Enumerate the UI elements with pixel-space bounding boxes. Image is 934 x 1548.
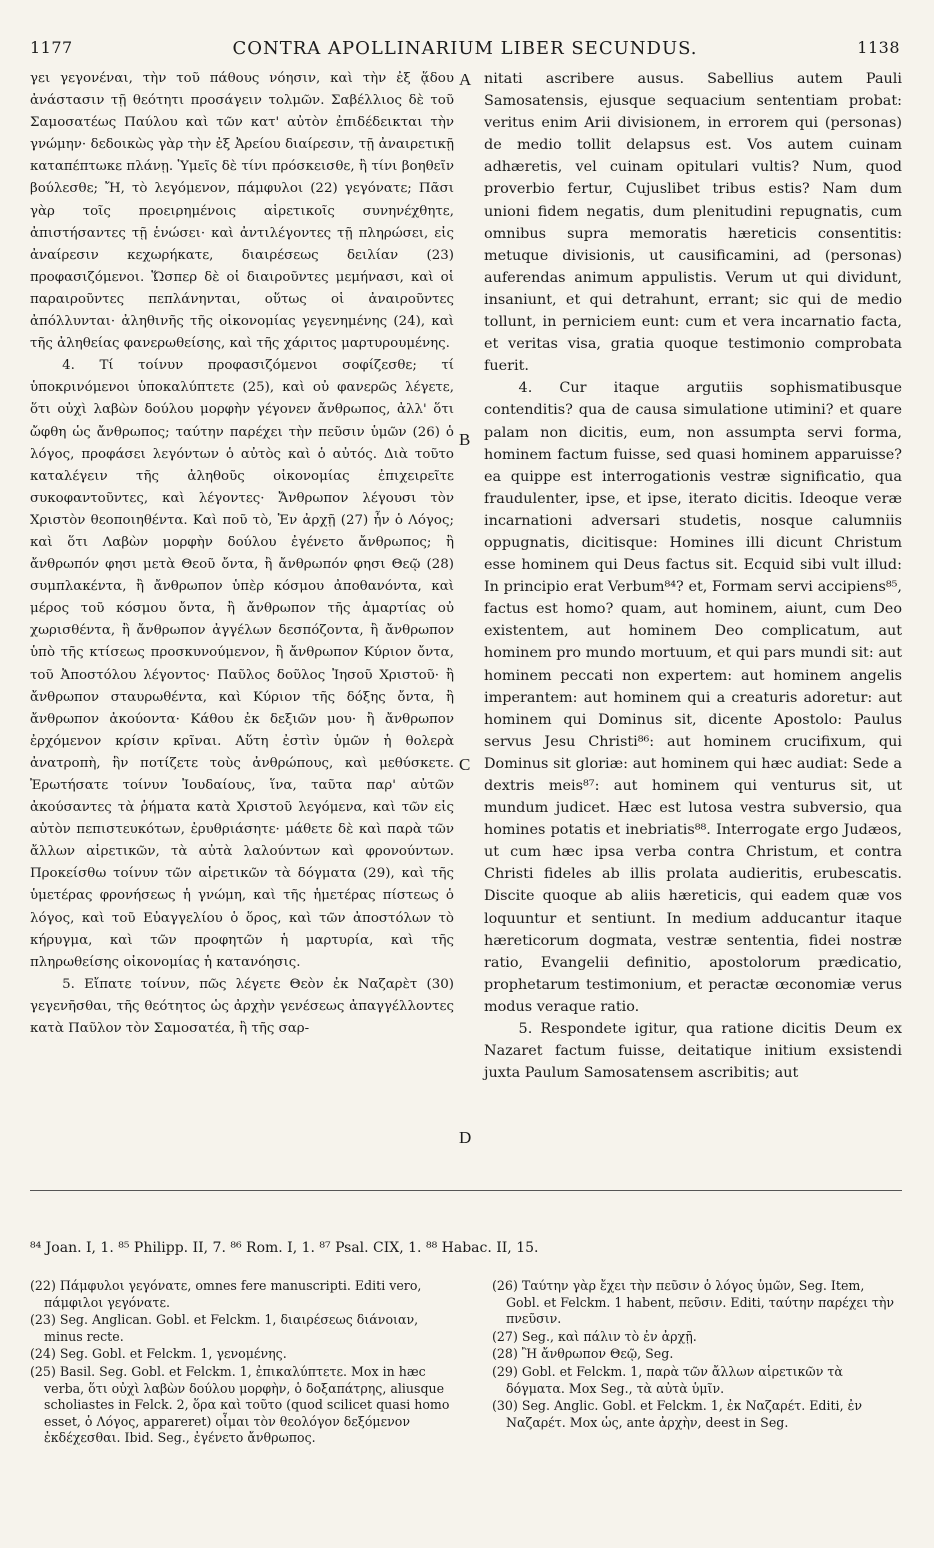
greek-column xyxy=(30,68,454,1040)
note-23: (23) Seg. Anglican. Gobl. et Felckm. 1, διαιρέσεως διάνοιαν, minus recte. xyxy=(30,1312,419,1344)
latin-paragraph-3 xyxy=(484,1018,902,1084)
greek-paragraph-2-text: Τί τοίνυν προφασιζόμενοι σοφίζεσθε; τί ὑποκρινόμενοι ὑποκαλύπτετε (25), καὶ οὐ φανερῶς λέγετε, ὅτι οὐχὶ λαβὼν δούλου μορφὴν γέγονεν ἄνθρωπος, ἀλλ' ὅτι ὤφθη ὡς ἄνθρωπος; ταύτην παρέχει τὴν πεῦσιν ὑμῶν (26) ὁ λόγος, προφάσει λεγόντων ὁ αὐτὸς καὶ ὁ αὐτός. Διὰ τοῦτο καταλέγειν τῆς ἀληθοῦς οἰκονομίας ἐπιχειρεῖτε συκοφαντοῦντες, καὶ λέγοντες· Ἄνθρωπον λέγουσι τὸν Χριστὸν θεοποιηθέντα. Καὶ ποῦ τὸ, Ἐν ἀρχῇ (27) ἦν ὁ Λόγος; καὶ ὅτι Λαβὼν μορφὴν δούλου ἐγένετο ἄνθρωπος; ἢ ἄνθρωπόν φησι μετὰ Θεοῦ ὄντα, ἢ ἄνθρωπόν φησι Θεῷ (28) συμπλακέντα, ἢ ἄνθρωπον ὑπὲρ κόσμου ἀποθανόντα, καὶ μέρος τοῦ κόσμου ὄντα, ἢ ἄνθρωπον τῆς ἁμαρτίας οὐ χωρισθέντα, ἢ ἄνθρωπον ἀγγέλων δεσπόζοντα, ἢ ἄνθρωπον ὑπὸ τῆς κτίσεως προσκυνούμενον, ἢ ἄνθρωπον Κύριον ὄντα, τοῦ Ἀποστόλου λέγοντος· Παῦλος δοῦλος Ἰησοῦ Χριστοῦ· ἢ ἄνθρωπον σταυρωθέντα, καὶ Κύριον τῆς δόξης ὄντα, ἢ ἄνθρωπον ἀκούοντα· Κάθου ἐκ δεξιῶν μου· ἢ ἄνθρωπον ἐρχόμενον κρίσιν κρῖναι. Αὕτη ἐστὶν ὑμῶν ἡ θολερὰ ἀνατροπὴ, ἣν ποτίζετε τοὺς ἀνθρώπους, καὶ μεθύσκετε. Ἐρωτήσατε τοίνυν Ἰουδαίους, ἵνα, ταῦτα παρ' αὐτῶν ἀκούσαντες τὰ ῥήματα κατὰ Χριστοῦ λεγόμενα, καὶ τῶν εἰς αὐτὸν πεπιστευκότων, ἐρυθριάσητε· μάθετε δὲ καὶ παρὰ τῶν ἄλλων αἱρετικῶν, τὰ αὐτὰ λαλούντων καὶ φρονούντων. Προκείσθω τοίνυν τῶν αἱρετικῶν τὰ δόγματα (29), καὶ τῆς ὑμετέρας φρονήσεως ἡ γνώμη, καὶ τῆς ἡμετέρας πίστεως ὁ λόγος, καὶ τοῦ Εὐαγγελίου ὁ ὅρος, καὶ τῶν ἀποστόλων τὸ κήρυγμα, καὶ τῶν προφητῶν ἡ μαρτυρία, καὶ τῆς πληρωθείσης οἰκονομίας ἡ κατανόησις. xyxy=(30,358,455,970)
running-header xyxy=(30,38,900,64)
section-marker-b: B xyxy=(459,430,471,449)
note-26: (26) Ταύτην γὰρ ἔχει τὴν πεῦσιν ὁ λόγος ὑμῶν, Seg. Item, Gobl. et Felckm. 1 habent, πεῦσιν. Editi, ταύτην παρέχει τὴν πνεῦσιν. xyxy=(492,1278,895,1327)
critical-notes-left xyxy=(30,1278,454,1448)
greek-paragraph-1: γει γεγονέναι, τὴν τοῦ πάθους νόησιν, καὶ τὴν ἐξ ᾅδου ἀνάστασιν τῇ θεότητι προσάγειν τολμῶν. Σαβέλλιος δὲ τοῦ Σαμοσατέως Παύλου καὶ τῶν κατ' αὐτὸν ἐπιδέδεικται τὴν γνώμην· δεδοικὼς γὰρ τὴν ἐξ Ἀρείου διαίρεσιν, τῇ ἀναιρετικῇ καταπέπτωκε πλάνῃ. Ὑμεῖς δὲ τίνι πρόσκεισθε, ἢ τίνι βοηθεῖν βούλεσθε; Ἤ, τὸ λεγόμενον, πάμφυλοι (22) γεγόνατε; Πᾶσι γὰρ τοῖς προειρημένοις αἱρετικοῖς συνηνέχθητε, ἀπιστήσαντες τῇ ἑνώσει· καὶ ἀντιλέγοντες τῇ πληρώσει, εἰς ἀναίρεσιν κεχωρήκατε, διαιρέσεως δειλίαν (23) προφασιζόμενοι. Ὥσπερ δὲ οἱ διαιροῦντες μεμήνασι, καὶ οἱ παραιροῦντες πεπλάνηνται, οὕτως οἱ ἀναιροῦντες ἀπόλλυνται· ἀληθινῆς τῆς οἰκονομίας γεγενημένης (24), καὶ τῆς ἀληθείας φανερωθείσης, καὶ τῆς χάριτος μαρτυρουμένης. xyxy=(30,71,454,352)
greek-section-number-4: 4. xyxy=(62,358,75,374)
greek-paragraph-3-text: Εἴπατε τοίνυν, πῶς λέγετε Θεὸν ἐκ Ναζαρὲτ (30) γεγενῆσθαι, τῆς θεότητος ὡς ἀρχὴν γενέσεως ἀπαγγέλλοντες κατὰ Παῦλον τὸν Σαμοσατέα, ἢ τῆς σαρ- xyxy=(30,976,454,1037)
latin-section-number-4: 4. xyxy=(518,380,533,397)
note-29: (29) Gobl. et Felckm. 1, παρὰ τῶν ἄλλων αἱρετικῶν τὰ δόγματα. Mox Seg., τὰ αὐτὰ ὑμῖν. xyxy=(492,1363,843,1396)
footnote-divider xyxy=(30,1190,902,1191)
note-25: (25) Basil. Seg. Gobl. et Felckm. 1, ἐπικαλύπτετε. Mox in hæc verba, ὅτι οὐχὶ λαβὼν δούλου μορφὴν, ὁ δοξαπάτρης, aliusque scholiastes in Felck. 2, ὅρα καὶ τοῦτο (quod scilicet quasi homo esset, ὁ Λόγος, appareret) οἶμαι τὸν θεολόγον δεξόμενον ἐκδέχεσθαι. Ibid. Seg., ἐγένετο ἄνθρωπος. xyxy=(30,1363,450,1446)
latin-paragraph-3-text: Respondete igitur, qua ratione dicitis Deum ex Nazaret factum fuisse, deitatique initium exsistendi juxta Paulum Samosatensem ascribitis; aut xyxy=(484,1021,902,1082)
latin-section-number-5: 5. xyxy=(518,1021,533,1038)
section-marker-c: C xyxy=(459,755,471,774)
page-number-right: 1138 xyxy=(857,38,900,57)
running-title: CONTRA APOLLINARIUM LIBER SECUNDUS. xyxy=(232,38,698,59)
note-30: (30) Seg. Anglic. Gobl. et Felckm. 1, ἐκ Ναζαρέτ. Editi, ἐν Ναζαρέτ. Mox ὡς, ante ἀρχὴν, deest in Seg. xyxy=(492,1398,863,1430)
note-24: (24) Seg. Gobl. et Felckm. 1, γενομένης. xyxy=(30,1346,287,1362)
greek-paragraph-3 xyxy=(30,974,454,1040)
note-27: (27) Seg., καὶ πάλιν τὸ ἐν ἀρχῇ. xyxy=(492,1328,697,1344)
section-marker-d: D xyxy=(459,1128,472,1147)
latin-column xyxy=(484,68,902,1084)
latin-paragraph-1: nitati ascribere ausus. Sabellius autem Pauli Samosatensis, ejusque sequacium sententiam probat: veritus enim Arii divisionem, in errorem qui (personas) de medio tollit delapsus est. Vos autem cuinam adhæretis, vel cuinam opitulari vultis? Num, quod proverbio fertur, Cujuslibet tribus estis? Nam dum unioni fidem negatis, dum plenitudini repugnatis, cum omnibus supra memoratis hæreticis consentitis: metuque divisionis, ut causificamini, ad (personas) auferendas animum appulistis. Verum ut qui dividunt, insaniunt, et qui detrahunt, errant; sic qui de medio tollunt, in perniciem eunt: cum et vera incarnatio facta, et veritas visa, gratia quoque testimonio comprobata fuerit. xyxy=(484,71,902,375)
greek-paragraph-2 xyxy=(30,355,454,974)
page-number-left: 1177 xyxy=(30,38,73,57)
latin-paragraph-2 xyxy=(484,377,902,1018)
note-22: (22) Πάμφυλοι γεγόνατε, omnes fere manuscripti. Editi vero, πάμφιλοι γεγόνατε. xyxy=(30,1278,422,1310)
note-28: (28) Ἢ ἄνθρωπον Θεῷ, Seg. xyxy=(492,1346,674,1362)
latin-paragraph-2-text: Cur itaque argutiis sophismatibusque contenditis? qua de causa simulatione utimini? et quare palam non dicitis, eum, non assumpta servi forma, hominem factum fuisse, sed quasi hominem apparuisse? ea quippe est interrogationis vestræ significatio, qua fraudulenter, ipse, et ipse, iterato dicitis. Ideoque veræ incarnationi adversari studetis, nosque calumniis oppugnatis, dicitisque: Homines illi dicunt Christum esse hominem qui Deus factus sit. Ecquid sibi vult illud: In principio erat Verbum⁸⁴? et, Formam servi accipiens⁸⁵, factus est homo? quam, aut hominem, aiunt, cum Deo existentem, aut hominem Deo complicatum, aut hominem pro mundo mortuum, et qui pars mundi sit: aut hominem peccati non expertem: aut hominem angelis imperantem: aut hominem qui a creaturis adoretur: aut hominem qui Dominus sit, dicente Apostolo: Paulus servus Jesu Christi⁸⁶: aut hominem crucifixum, qui Dominus sit gloriæ: aut hominem qui hæc audiat: Sede a dextris meis⁸⁷: aut hominem qui venturus sit, ut mundum judicet. Hæc est lutosa vestra subversio, qua homines potatis et inebriatis⁸⁸. Interrogate ergo Judæos, ut cum hæc ipsa verba contra Christum, et contra Christi fideles ab illis prolata audieritis, erubescatis. Discite quoque ab aliis hæreticis, qui eadem quæ vos loquuntur et sentiunt. In medium adducantur itaque hæreticorum dogmata, vestræ sententia, fidei nostræ ratio, Evangelii definitio, apostolorum prædicatio, prophetarum testimonium, et peractæ œconomiæ verus modus veraque ratio. xyxy=(484,380,902,1015)
greek-section-number-5: 5. xyxy=(62,976,75,992)
scripture-references: ⁸⁴ Joan. I, 1. ⁸⁵ Philipp. II, 7. ⁸⁶ Rom. I, 1. ⁸⁷ Psal. CIX, 1. ⁸⁸ Habac. II, 15. xyxy=(30,1240,539,1256)
critical-notes-right xyxy=(492,1278,902,1432)
section-marker-a: A xyxy=(459,70,472,89)
